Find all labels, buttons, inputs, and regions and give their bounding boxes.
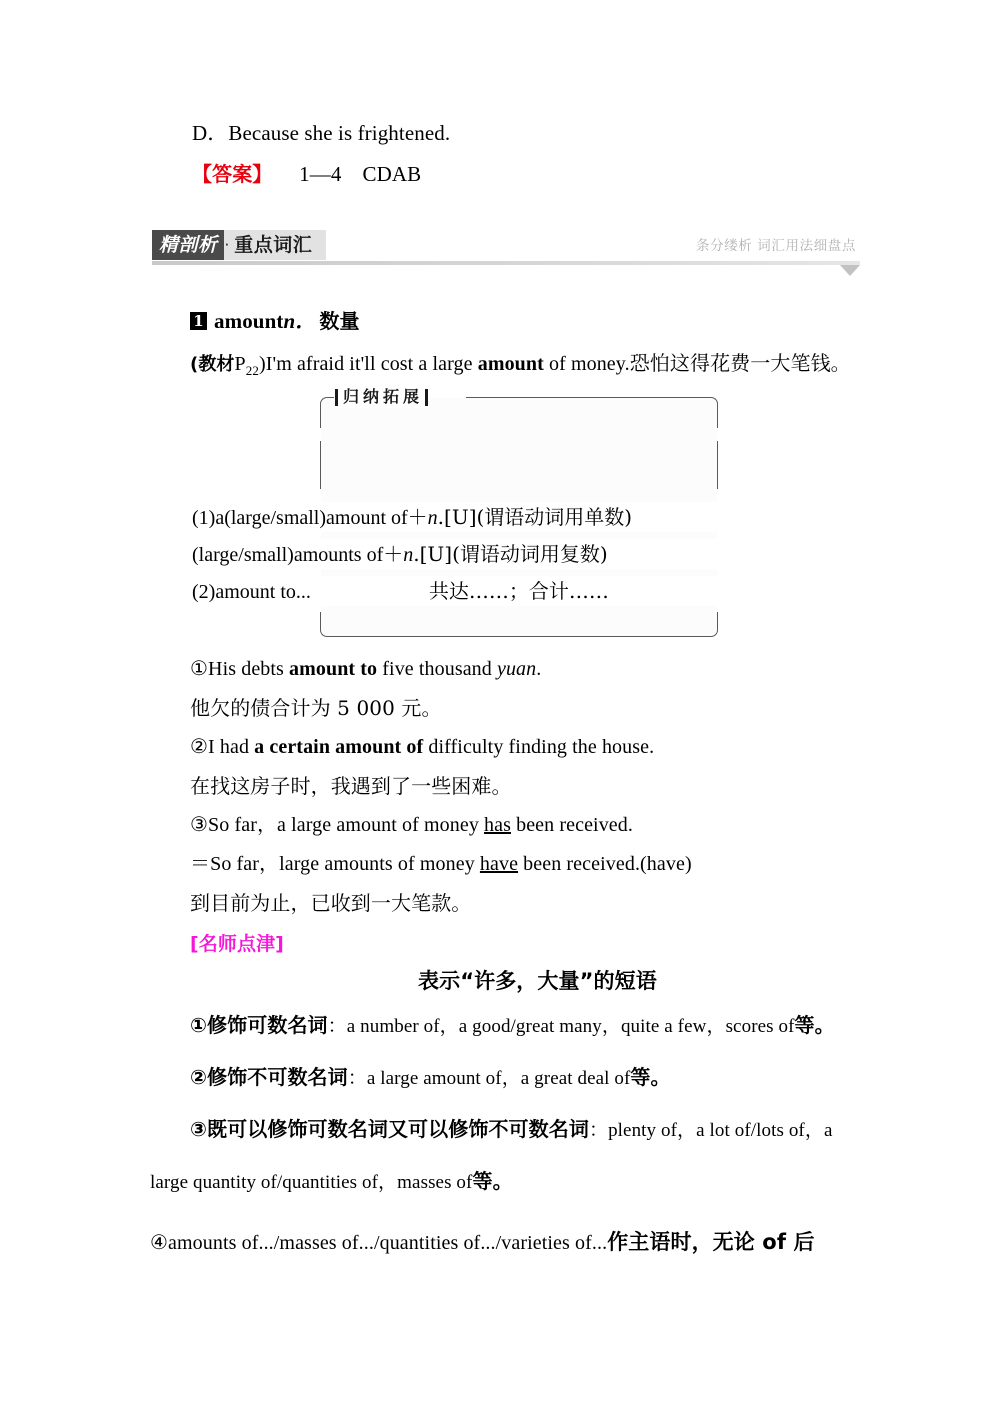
source-page-base: P <box>234 353 246 375</box>
box-title-bar-right <box>425 389 428 406</box>
example-2-seg-0: I had <box>208 736 255 758</box>
banner-rule <box>152 261 860 265</box>
expand-row-1-index: (1) <box>192 507 216 529</box>
expand-row-3-meaning: 共达……；合计…… <box>428 579 609 603</box>
tip-item-3-latin-wrap: large quantity of/quantities of，masses of <box>150 1172 473 1193</box>
expand-row-3-index: (2) <box>192 581 216 603</box>
example-1-marker: ① <box>190 658 209 680</box>
expand-row-2-text-b: .[U](谓语动词用复数) <box>413 542 608 566</box>
answer-value: 1—4 CDAB <box>299 162 422 186</box>
entry-number-badge: 1 <box>190 312 207 330</box>
example-1-seg-0: His debts <box>208 658 290 680</box>
tip-item-2-marker: ② <box>190 1065 208 1089</box>
example-2-seg-1: a certain amount of <box>254 736 424 758</box>
example-3-marker: ③ <box>190 814 209 836</box>
quiz-option-d: D．Because she is frightened. <box>192 121 451 145</box>
example-3-seg-2: been received. <box>511 814 633 836</box>
tip-label: [名师点津] <box>190 933 284 955</box>
tip-item-2-latin: a large amount of，a great deal of <box>366 1068 631 1089</box>
box-edge-right-lower <box>717 612 718 626</box>
banner-tag-dark-label: 精剖析 <box>152 230 224 260</box>
tip-item-4-tail: 作主语时，无论 of 后 <box>607 1230 815 1254</box>
tip-item-2-tail: 等。 <box>630 1065 671 1089</box>
expand-row-2 <box>150 539 752 569</box>
box-edge-left-middle <box>320 441 321 489</box>
entry-gloss: 数量 <box>319 309 360 333</box>
box-title <box>334 386 429 408</box>
example-1-seg-2: five thousand <box>377 658 497 680</box>
expand-row-3-text-a: amount to... <box>215 581 311 603</box>
tip-item-4-marker: ④ <box>150 1232 169 1254</box>
example-4-seg-0: So far，large amounts of money <box>210 853 480 875</box>
banner-tag <box>152 230 326 260</box>
tip-item-3-colon: ： <box>588 1119 609 1141</box>
tip-item-2-colon: ： <box>347 1067 367 1089</box>
source-page-subscript: 22 <box>245 363 259 378</box>
example-sentence-1 <box>190 656 541 682</box>
entry-pos: n． <box>283 309 317 333</box>
example-3-seg-0: So far，a large amount of money <box>208 814 485 836</box>
example-4-seg-2: been received.(have) <box>518 853 692 875</box>
box-edge-top-right <box>466 397 707 398</box>
box-corner-top-left <box>320 397 333 410</box>
tip-item-3-continuation <box>150 1168 513 1196</box>
entry-headword-line <box>190 308 360 335</box>
tip-item-4 <box>150 1229 815 1256</box>
tip-item-3-tail: 等。 <box>472 1169 513 1193</box>
expand-row-1-plus: ＋ <box>407 507 428 529</box>
expand-row-1-italic: n <box>427 507 438 529</box>
tip-item-2-cjk: 修饰不可数名词 <box>207 1065 348 1089</box>
expand-row-1 <box>150 502 752 532</box>
example-2-seg-2: difficulty finding the house. <box>423 736 655 758</box>
section-banner <box>152 230 860 278</box>
expand-row-1-text-b: .[U](谓语动词用单数) <box>437 505 633 529</box>
entry-headword: amount <box>214 309 284 333</box>
expand-row-2-plus: ＋ <box>383 544 404 566</box>
answer-key-line <box>192 161 421 187</box>
tip-item-3-cjk: 既可以修饰可数名词又可以修饰不可数名词 <box>207 1117 589 1141</box>
expand-row-2-italic: n <box>403 544 414 566</box>
box-edge-left-lower <box>320 612 321 626</box>
source-tag: (教材 <box>190 354 235 375</box>
example-zh: 恐怕这得花费一大笔钱。 <box>629 351 851 375</box>
tip-item-1-colon: ： <box>327 1015 347 1037</box>
expand-row-3 <box>150 576 752 606</box>
tip-item-1-marker: ① <box>190 1013 208 1037</box>
box-edge-bottom <box>331 636 707 637</box>
entry-source-example <box>190 350 851 384</box>
banner-tag-dot: · <box>224 230 231 260</box>
box-title-text: 归纳拓展 <box>343 387 424 406</box>
box-edge-right-upper <box>717 408 718 428</box>
expand-row-1-text-a: a(large/small)amount of <box>215 507 408 529</box>
box-edge-left-upper <box>320 408 321 428</box>
expand-row-2-text-a: (large/small)amounts of <box>192 544 384 566</box>
example-en-bold: amount <box>477 353 544 375</box>
tip-item-1-latin: a number of，a good/great many，quite a few，scores of <box>346 1016 795 1037</box>
example-2-marker: ② <box>190 736 209 758</box>
example-1-seg-4: . <box>536 658 542 680</box>
example-translation-2: 在找这房子时，我遇到了一些困难。 <box>190 774 512 798</box>
answer-label: 【答案】 <box>192 162 273 186</box>
tip-item-1 <box>190 1012 835 1040</box>
banner-tag-light-label: 重点词汇 <box>230 230 326 260</box>
example-4-seg-1: have <box>479 853 519 875</box>
source-close: ) <box>258 353 266 375</box>
banner-subtitle: 条分缕析 词汇用法细盘点 <box>696 238 856 254</box>
tip-item-3-marker: ③ <box>190 1117 208 1141</box>
example-translation-4: 到目前为止，已收到一大笔款。 <box>190 891 472 915</box>
tip-item-1-tail: 等。 <box>794 1013 835 1037</box>
example-sentence-2 <box>190 734 654 760</box>
banner-triangle-icon <box>840 265 860 276</box>
tip-item-2 <box>190 1064 671 1092</box>
example-4-marker: ＝ <box>190 853 211 875</box>
example-1-seg-1: amount to <box>289 658 378 680</box>
example-sentence-3 <box>190 812 633 838</box>
tip-item-4-latin: amounts of.../masses of.../quantities of.../varieties of... <box>168 1232 608 1254</box>
example-en-post: of money. <box>543 353 630 375</box>
tip-item-3 <box>190 1116 833 1144</box>
example-translation-1: 他欠的债合计为 5 000 元。 <box>190 696 442 720</box>
tip-heading: 表示“许多，大量”的短语 <box>418 969 657 993</box>
box-edge-right-middle <box>717 441 718 489</box>
example-sentence-4 <box>190 851 692 877</box>
example-en-pre: I'm afraid it'll cost a large <box>265 353 478 375</box>
example-1-seg-3: yuan <box>496 658 537 680</box>
tip-item-1-cjk: 修饰可数名词 <box>207 1013 328 1037</box>
tip-item-3-latin: plenty of，a lot of/lots of，a <box>608 1120 833 1141</box>
example-3-seg-1: has <box>484 814 511 836</box>
